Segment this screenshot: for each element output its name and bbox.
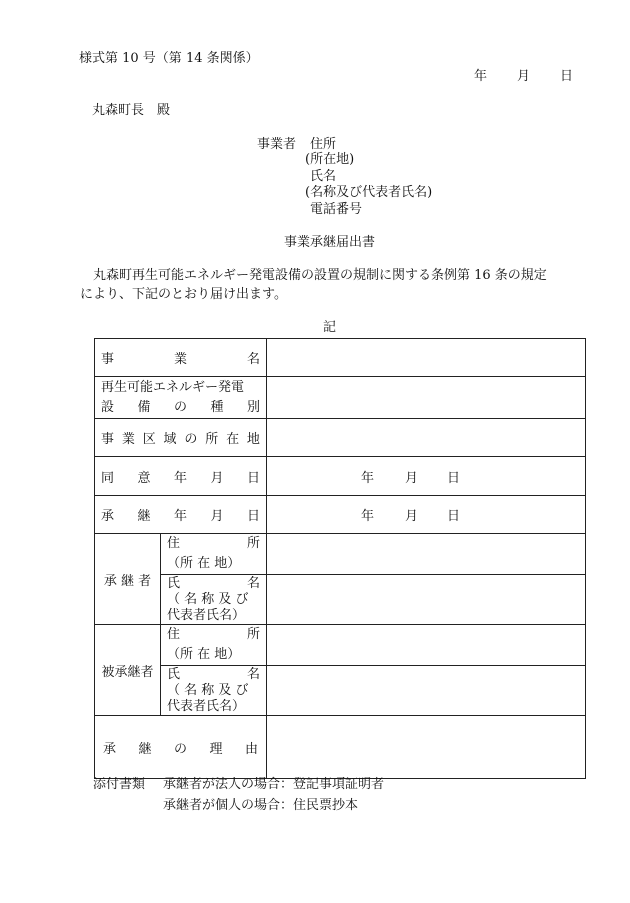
value-succession-date[interactable]: 年 月 日 [267, 496, 586, 534]
label-predecessor-name: 氏 名 （ 名 称 及 び 代表者氏名） [161, 666, 267, 716]
value-consent-date[interactable]: 年 月 日 [267, 457, 586, 496]
label-successor-address: 住 所 （所 在 地） [161, 534, 267, 575]
date-day: 日 [560, 69, 574, 84]
applicant-business-label: 事業者 [257, 137, 297, 152]
applicant-location: (所在地) [305, 152, 355, 167]
label-predecessor: 被承継者 [95, 625, 161, 716]
label-succession-reason: 承 継 の 理 由 [95, 716, 267, 779]
body-line-2: により、下記のとおり届け出ます。 [80, 287, 287, 302]
date-month: 月 [517, 69, 531, 84]
date-year: 年 [474, 69, 488, 84]
value-equipment-type[interactable] [267, 377, 586, 419]
applicant-name-note: (名称及び代表者氏名) [305, 185, 433, 200]
form-number: 様式第 10 号（第 14 条関係） [79, 51, 259, 66]
value-business-name[interactable] [267, 339, 586, 377]
succession-form-table [94, 338, 586, 779]
label-successor: 承 継 者 [95, 534, 161, 625]
value-predecessor-name[interactable] [267, 666, 586, 716]
attachment-individual: 承継者が個人の場合：住民票抄本 [163, 798, 359, 813]
addressee: 丸森町長 殿 [92, 103, 171, 118]
label-equipment-type: 再生可能エネルギー発電 設 備 の 種 別 [95, 377, 267, 419]
ki-label: 記 [323, 320, 337, 335]
applicant-address: 住所 [310, 137, 337, 152]
applicant-name: 氏名 [310, 169, 337, 184]
label-consent-date: 同 意 年 月 日 [95, 457, 267, 496]
document-title: 事業承継届出書 [284, 235, 376, 250]
label-successor-name: 氏 名 （ 名 称 及 び 代表者氏名） [161, 575, 267, 625]
value-predecessor-address[interactable] [267, 625, 586, 666]
label-business-area: 事 業 区 域 の 所 在 地 [95, 419, 267, 457]
label-succession-date: 承 継 年 月 日 [95, 496, 267, 534]
label-business-name: 事 業 名 [95, 339, 267, 377]
value-successor-address[interactable] [267, 534, 586, 575]
value-successor-name[interactable] [267, 575, 586, 625]
applicant-phone: 電話番号 [310, 202, 363, 217]
value-succession-reason[interactable] [267, 716, 586, 779]
body-line-1: 丸森町再生可能エネルギー発電設備の設置の規制に関する条例第 16 条の規定 [93, 268, 547, 283]
label-predecessor-address: 住 所 （所 在 地） [161, 625, 267, 666]
attachments-label: 添付書類 [93, 777, 146, 792]
attachment-corporate: 承継者が法人の場合：登記事項証明者 [163, 777, 385, 792]
value-business-area[interactable] [267, 419, 586, 457]
submission-date [474, 70, 573, 83]
